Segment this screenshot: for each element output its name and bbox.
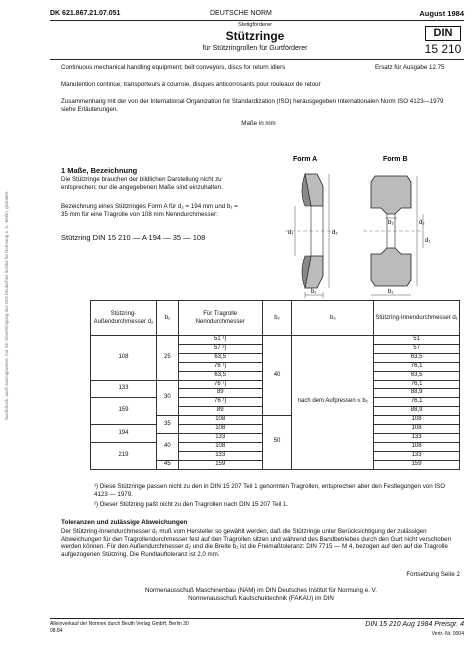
footnote-2: ²) Dieser Stützring paßt nicht zu den Tragrollen nach DIN 15 207 Teil 1.: [94, 501, 289, 508]
header-d1: Stützring-Innendurchmesser d₁: [374, 301, 460, 336]
b1-cell: 25: [156, 336, 178, 381]
tragrolle-cell: 108: [178, 425, 262, 434]
document-title: Stützringe: [225, 29, 285, 43]
footer-rule: [50, 618, 464, 619]
d2-cell: 159: [91, 398, 157, 425]
b1-cell: 30: [156, 380, 178, 416]
d1-cell: 57: [374, 344, 460, 353]
form-b-drawing: [363, 176, 423, 295]
din-number: 15 210: [424, 42, 462, 56]
document-subtitle: für Stützringrollen für Gurtförderer: [202, 45, 308, 52]
tragrolle-cell: 108: [178, 442, 262, 451]
form-b-b1: b₁: [388, 289, 394, 295]
b2-cell: 40: [262, 336, 292, 416]
tragrolle-cell: 51 ¹): [178, 336, 262, 345]
replacement-note: Ersatz für Ausgabe 12.75: [375, 64, 445, 71]
din-logo: DIN: [425, 26, 461, 41]
footnote-1: ¹) Diese Stützringe passen nicht zu den in DIN 15 207 Teil 1 genormten Tragrollen, entsprechen aber den Festlegungen von ISO 4123 — 1979.: [94, 483, 446, 498]
tragrolle-cell: 133: [178, 451, 262, 460]
section-paragraph-1: Die Stützringe brauchen der bildlichen Darstellung nicht zu entsprechen; nur die angegebenen Maße sind einzuhalten.: [61, 176, 223, 191]
form-b-b2: b₂: [388, 220, 394, 226]
b1-cell: 45: [156, 460, 178, 469]
tragrolle-cell: 63,5: [178, 371, 262, 380]
footer-left: Alleinverkauf der Normen durch Beuth Verlag GmbH, Berlin 30: [50, 621, 189, 627]
description-fr: Manutention continue; transporteurs à courroie, disques anticorrosants pour rouleaux de retour: [61, 81, 321, 88]
iso-note: Zusammenhang mit der von der International Organization for Standardization (ISO) herausgegeben Internationalen Norm ISO 4123—1979 siehe Erläuterungen.: [61, 98, 444, 113]
description-en: Continuous mechanical handling equipment; belt conveyors, discs for return idlers: [61, 64, 286, 71]
d2-cell: 108: [91, 336, 157, 381]
d2-cell: 194: [91, 425, 157, 443]
d1-cell: 88,9: [374, 407, 460, 416]
d1-cell: 76,1: [374, 380, 460, 389]
d2-cell: 219: [91, 442, 157, 469]
footer-right: DIN 15 210 Aug 1984 Preisgr. 4: [365, 621, 464, 628]
form-a-label: Form A: [293, 156, 318, 163]
header-d2: Stützring-Außendurchmesser d₂: [91, 301, 157, 336]
form-b-d1: d₁: [425, 238, 431, 244]
d1-cell: 108: [374, 425, 460, 434]
d1-cell: 108: [374, 442, 460, 451]
norm-label: DEUTSCHE NORM: [210, 10, 272, 17]
form-b-label: Form B: [383, 156, 408, 163]
d1-cell: 133: [374, 433, 460, 442]
d1-cell: 63,5: [374, 371, 460, 380]
tragrolle-cell: 63,5: [178, 353, 262, 362]
header-tragrolle: Für Tragrolle Nenndurchmesser: [178, 301, 262, 336]
header-b3: b₃: [292, 301, 374, 336]
b1-cell: 35: [156, 416, 178, 434]
d1-cell: 76,1: [374, 362, 460, 371]
footer-right-2: Vertr.-Nr. 0004: [431, 631, 464, 637]
form-a-drawing: [285, 174, 335, 298]
d1-cell: 76,1: [374, 398, 460, 407]
form-a-d1: d₁: [288, 230, 294, 236]
section-heading: 1 Maße, Bezeichnung: [61, 166, 138, 175]
tragrolle-cell: 76 ¹): [178, 362, 262, 371]
d1-cell: 51: [374, 336, 460, 345]
tragrolle-cell: 89: [178, 389, 262, 398]
title-rule: [50, 59, 464, 60]
tragrolle-cell: 76 ¹): [178, 380, 262, 389]
tolerances-heading: Toleranzen und zulässige Abweichungen: [61, 519, 188, 526]
dimensions-table: [90, 300, 460, 470]
b2-cell: 50: [262, 416, 292, 469]
continued-note: Fortsetzung Seite 2: [406, 571, 460, 578]
b1-cell: 40: [156, 433, 178, 460]
header-b2: b₂: [262, 301, 292, 336]
d1-cell: 133: [374, 451, 460, 460]
d1-cell: 63,5: [374, 353, 460, 362]
designation-example: Stützring DIN 15 210 — A 194 — 35 — 108: [61, 233, 206, 242]
units-note: Maße in mm: [241, 120, 276, 127]
side-note: Nachdruck, auch auszugsweise, nur mit Genehmigung des DIN Deutsches Institut für Normung e. V., Berlin, gestattet.: [4, 190, 9, 420]
tragrolle-cell: 76 ¹): [178, 398, 262, 407]
stuetzring-drawings: [255, 152, 460, 302]
tragrolle-cell: 108: [178, 416, 262, 425]
header-b1: b₁: [156, 301, 178, 336]
tragrolle-cell: 159: [178, 460, 262, 469]
tragrolle-cell: 89: [178, 407, 262, 416]
form-a-d2: d₂: [332, 230, 338, 236]
section-paragraph-2: Bezeichnung eines Stützringes Form A für d₂ = 194 mm und b₁ = 35 mm für eine Tragrolle von 108 mm Nenndurchmesser:: [61, 203, 238, 218]
footer-left-2: 08.84: [50, 628, 63, 634]
dk-number: DK 621.867.21.07.051: [50, 10, 121, 17]
document-page: [50, 10, 464, 650]
b3-cell: nach dem Aufpressen ≤ b₂: [292, 336, 374, 470]
d2-cell: 133: [91, 380, 157, 398]
header-rule: [50, 20, 464, 21]
tragrolle-cell: 133: [178, 433, 262, 442]
committee: Normenausschuß Maschinenbau (NAM) im DIN Deutsches Institut für Normung e. V. Normenausschuß Kautschuktechnik (FAKAU) im DIN: [145, 587, 377, 602]
pretitle: Stetigförderer: [238, 22, 272, 28]
form-b-d2: d₂: [419, 220, 425, 226]
tolerances-text: Der Stützring-Innendurchmesser d₁ muß vom Hersteller so gewählt werden, daß die Stützringe unter Berücksichtigung der zulässigen Abweichungen für den Tragrollendurchmesser fest auf den Tragrollen sitzen und während des Bandbetriebes durch den Gurt nicht verschoben werden können. Für den Außendurchmesser d₂ und die Breite b₁ ist die Freimaßtoleranz: DIN 7715 — M 4, bezogen auf den auf die Tragrolle aufgezogenen Stützring. Die Rundlauftoleranz ist 2,0 mm.: [61, 528, 452, 558]
tragrolle-cell: 57 ²): [178, 344, 262, 353]
d1-cell: 159: [374, 460, 460, 469]
issue-date: August 1984: [419, 9, 464, 18]
form-a-b1: b₁: [311, 289, 317, 295]
d1-cell: 108: [374, 416, 460, 425]
d1-cell: 88,9: [374, 389, 460, 398]
